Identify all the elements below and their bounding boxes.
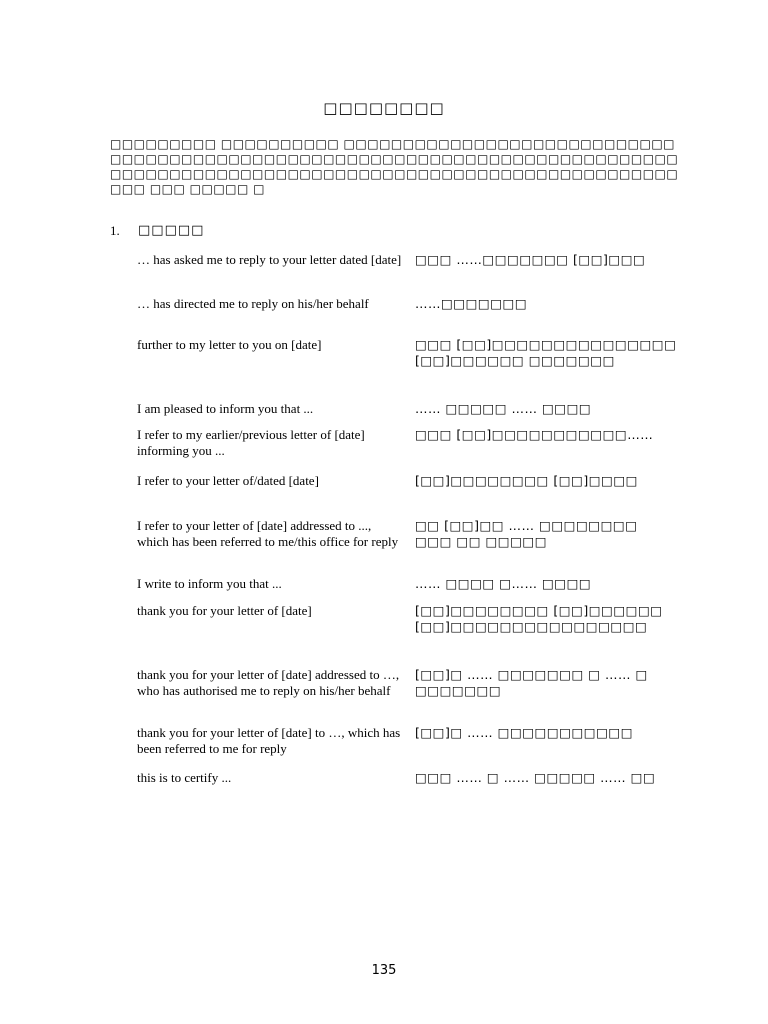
phrase-english: … has asked me to reply to your letter dated [date] (137, 252, 402, 267)
phrase-row (137, 667, 677, 699)
phrase-english: thank you for your letter of [date] addressed to …, who has authorised me to reply on his/her behalf (137, 667, 400, 698)
phrase-english: I refer to your letter of/dated [date] (137, 473, 319, 488)
phrase-chinese: □□□ ……□□□□□□□ [□□]□□□ (415, 252, 646, 267)
phrase-english: I write to inform you that ... (137, 576, 282, 591)
phrase-chinese: [□□]□□□□□□□□ [□□]□□□□ (415, 473, 638, 488)
phrase-chinese: ……□□□□□□□ (415, 296, 528, 311)
phrase-chinese: [□□]□□□□□□□□ [□□]□□□□□□ [□□]□□□□□□□□□□□□□□□□ (415, 603, 663, 634)
section-number: 1. (110, 223, 120, 238)
phrase-english: I refer to your letter of [date] addressed to ..., which has been referred to me/this office for reply (137, 518, 399, 549)
phrase-chinese: …… □□□□ □…… □□□□ (415, 576, 592, 591)
phrase-chinese: [□□]□ …… □□□□□□□ □ …… □ □□□□□□□ (415, 667, 648, 698)
phrase-row (137, 473, 677, 489)
phrase-chinese: □□□ [□□]□□□□□□□□□□□…… (415, 427, 654, 442)
phrase-english: … has directed me to reply on his/her behalf (137, 296, 369, 311)
phrase-row (137, 296, 677, 312)
phrase-english: thank you for your letter of [date] (137, 603, 312, 618)
phrase-row (137, 337, 677, 369)
intro-paragraph: □□□□□□□□□ □□□□□□□□□□ □□□□□□□□□□□□□□□□□□□□□□□□□□□□□□□□□□□□□□□□□□□□□□□□□□□□□□□□□□□□□□□□□□□□□□□□□□□□□□□□□□□□□□□□□□□□□□□□□□□□□□□□□□□□□□□□□□□□□□□□□□□□ □□□ □□□ □□□□□ □ (110, 137, 679, 196)
phrase-chinese: □□ [□□]□□ …… □□□□□□□□ □□□ □□ □□□□□ (415, 518, 638, 549)
page-number: 135 (371, 963, 397, 978)
phrase-row (137, 252, 677, 268)
phrase-row (137, 576, 677, 592)
phrase-row (137, 603, 677, 635)
phrase-row (137, 427, 677, 459)
phrase-row (137, 518, 677, 550)
phrase-row (137, 401, 677, 417)
page-title: □□□□□□□□ (323, 99, 445, 117)
phrase-english: further to my letter to you on [date] (137, 337, 322, 352)
section-heading (110, 223, 204, 239)
phrase-english: thank you for your letter of [date] to …, which has been referred to me for reply (137, 725, 401, 756)
phrase-row (137, 725, 677, 757)
phrase-english: I refer to my earlier/previous letter of [date] informing you ... (137, 427, 365, 458)
phrase-chinese: □□□ [□□]□□□□□□□□□□□□□□□ [□□]□□□□□□ □□□□□□□ (415, 337, 677, 368)
phrase-chinese: …… □□□□□ …… □□□□ (415, 401, 592, 416)
phrase-chinese: [□□]□ …… □□□□□□□□□□□ (415, 725, 634, 740)
phrase-english: I am pleased to inform you that ... (137, 401, 314, 416)
section-title: □□□□□ (138, 223, 205, 238)
phrase-english: this is to certify ... (137, 770, 232, 785)
phrase-chinese: □□□ …… □ …… □□□□□ …… □□ (415, 770, 656, 785)
phrase-row (137, 770, 677, 786)
